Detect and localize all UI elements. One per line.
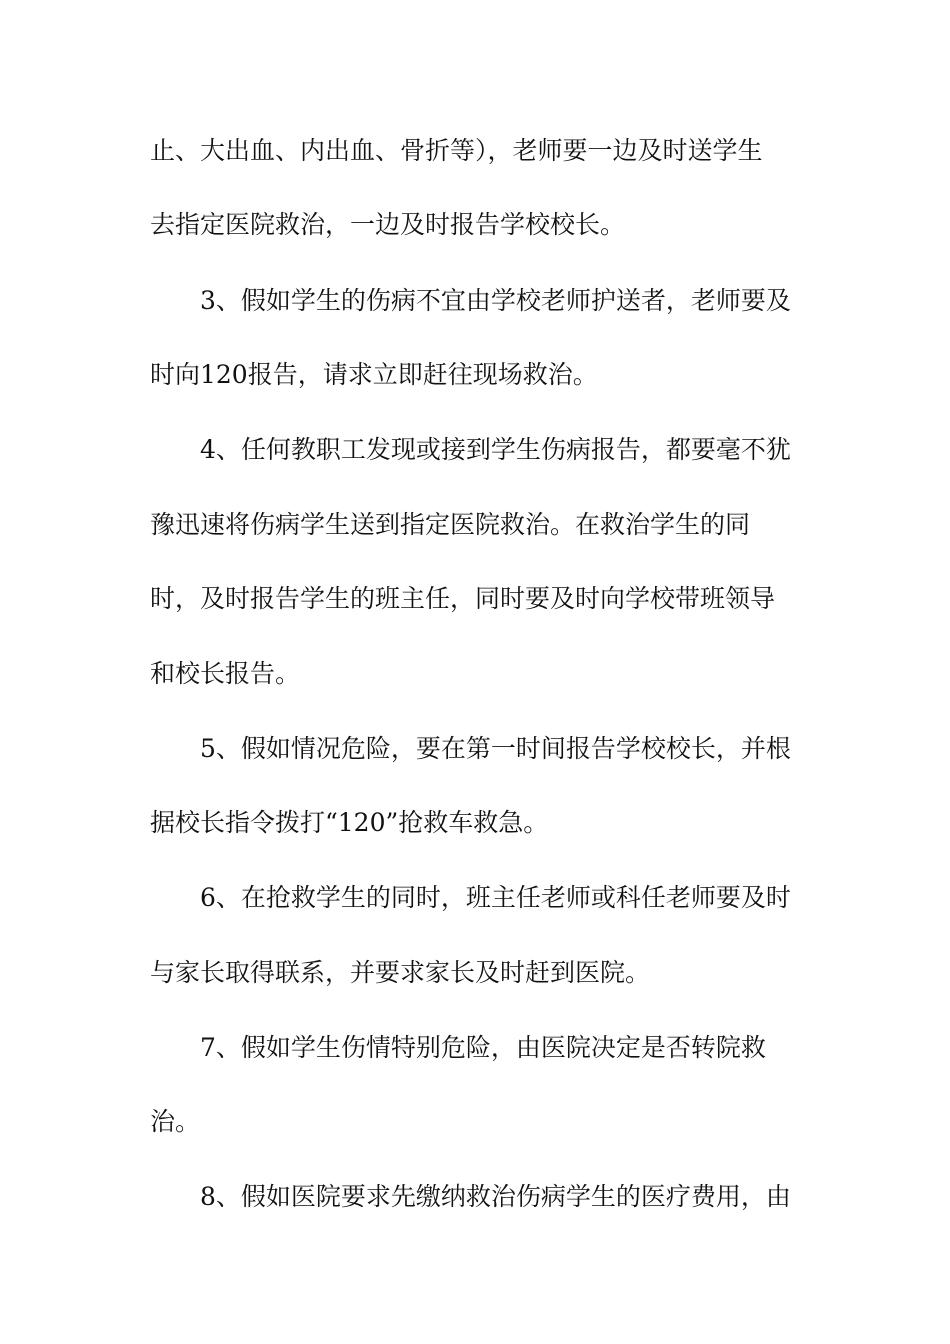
paragraph-5-start: 5、假如情况危险，要在第一时间报告学校校长，并根 (200, 734, 791, 763)
text-line: 治。 (150, 1107, 201, 1136)
paragraph-7-start: 7、假如学生伤情特别危险，由医院决定是否转院救 (200, 1033, 766, 1062)
text-line: 豫迅速将伤病学生送到指定医院救治。在救治学生的同 (150, 510, 751, 539)
text-line: 时向120报告，请求立即赶往现场救治。 (150, 360, 598, 389)
paragraph-4-start: 4、任何教职工发现或接到学生伤病报告，都要毫不犹 (200, 435, 791, 464)
text-line: 与家长取得联系，并要求家长及时赶到医院。 (150, 958, 651, 987)
text-line: 据校长指令拨打“120”抢救车救急。 (150, 808, 549, 837)
paragraph-8-start: 8、假如医院要求先缴纳救治伤病学生的医疗费用，由 (200, 1182, 791, 1211)
text-line: 时，及时报告学生的班主任，同时要及时向学校带班领导 (150, 584, 776, 613)
text-line: 去指定医院救治，一边及时报告学校校长。 (150, 210, 626, 239)
paragraph-3-start: 3、假如学生的伤病不宜由学校老师护送者，老师要及 (200, 286, 791, 315)
paragraph-6-start: 6、在抢救学生的同时，班主任老师或科任老师要及时 (200, 883, 791, 912)
text-line: 止、大出血、内出血、骨折等），老师要一边及时送学生 (150, 136, 763, 165)
text-line: 和校长报告。 (150, 659, 301, 688)
